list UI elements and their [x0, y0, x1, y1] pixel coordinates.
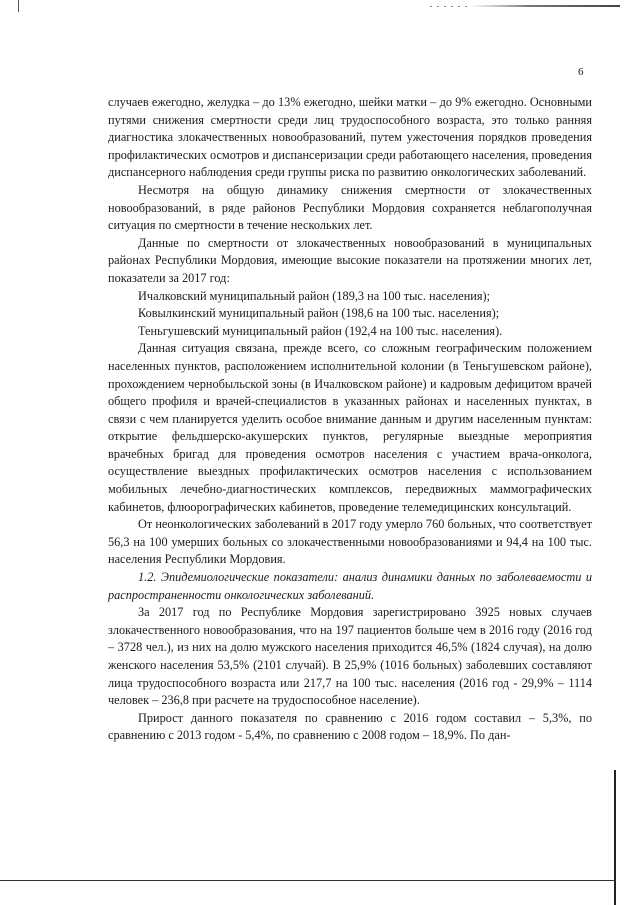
- document-body: [108, 94, 592, 745]
- paragraph: Несмотря на общую динамику снижения смертности от злокачественных новообразований, в ряде районов Республики Мордовия сохраняется неблагополучная ситуация по смертности в течение нескольких лет.: [108, 182, 592, 233]
- scan-dots: [430, 6, 470, 7]
- list-item-district: Ковылкинский муниципальный район (198,6 на 100 тыс. населения);: [138, 306, 500, 321]
- paragraph-continuation: случаев ежегодно, желудка – до 13% ежегодно, шейки матки – до 9% ежегодно. Основными путями снижения смертности среди лиц трудоспособного возраста, это только ранняя диагностика злокачественных новообразований, путем ужесточения порядков проведения профилактических осмотров и диспансеризации среди работающего населения, проведения диспансерного наблюдения среди группы риска по развитию онкологических заболеваний.: [108, 95, 592, 180]
- page-edge-shadow: [614, 770, 616, 905]
- page-number: 6: [578, 66, 584, 78]
- section-heading: 1.2. Эпидемиологические показатели: анализ динамики данных по заболеваемости и распространенности онкологических заболеваний.: [108, 570, 592, 602]
- paragraph: От неонкологических заболеваний в 2017 году умерло 760 больных, что соответствует 56,3 на 100 умерших больных со злокачественными новообразованиями и 94,4 на 100 тыс. населения Республики Мордовия.: [108, 517, 592, 567]
- scan-mark: [18, 0, 19, 12]
- paragraph: Данная ситуация связана, прежде всего, со сложным географическим положением населенных пунктов, расположением исполнительной колонии (в Теньгушевском районе), прохождением чернобыльской зоны (в Ичалковском районе) и кадровым дефицитом врачей общего профиля и врачей-специалистов в указанных районах и населенных пунктах, в связи с чем планируется уделить особое внимание данным и другим населенным пунктам: открытие фельдшерско-акушерских пунктов, регулярные выездные мероприятия врачебных бригад для проведения осмотров населения с участием врача-онколога, осуществление выездных профилактических осмотров населения с использованием мобильных лечебно-диагностических комплексов, передвижных маммографических кабинетов, флюорографических кабинетов, проведение телемедицинских консультаций.: [108, 341, 592, 514]
- paragraph: Прирост данного показателя по сравнению с 2016 годом составил – 5,3%, по сравнению с 2013 годом - 5,4%, по сравнению с 2008 годом – 18,9%. По дан-: [108, 710, 592, 743]
- list-item-district: Теньгушевский муниципальный район (192,4 на 100 тыс. населения).: [138, 323, 503, 338]
- list-item-district: Ичалковский муниципальный район (189,3 на 100 тыс. населения);: [138, 288, 491, 303]
- page-bottom-edge: [0, 880, 616, 881]
- scan-streak: [470, 5, 620, 7]
- paragraph: Данные по смертности от злокачественных новообразований в муниципальных районах Республики Мордовия, имеющие высокие показатели на протяжении многих лет, показатели за 2017 год:: [108, 235, 592, 285]
- scan-artifacts: [0, 0, 640, 14]
- paragraph: За 2017 год по Республике Мордовия зарегистрировано 3925 новых случаев злокачественного новообразования, что на 197 пациентов больше чем в 2016 году (2016 год – 3728 чел.), из них на долю мужского населения приходится 46,5% (1824 случая), на долю женского населения 53,5% (2101 случай). В 25,9% (1016 больных) заболевших составляют лица трудоспособного возраста или 217,7 на 100 тыс. населения (2016 год - 29,9% – 1114 человек – 236,8 при расчете на трудоспособное население).: [108, 605, 592, 708]
